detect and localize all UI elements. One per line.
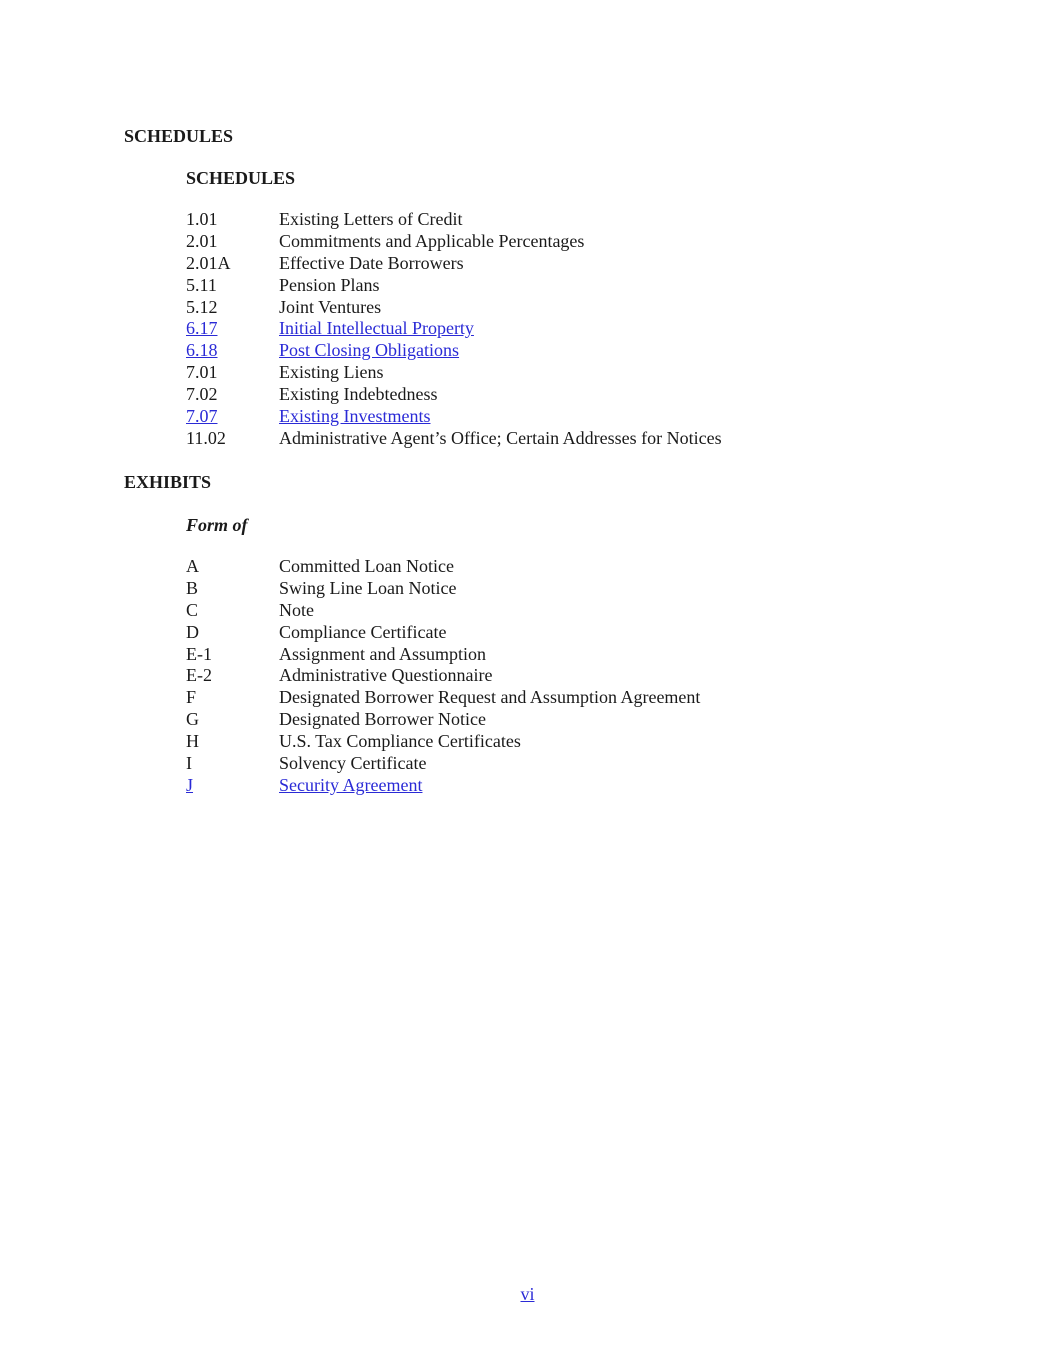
exhibit-title: Designated Borrower Request and Assumption Agreement xyxy=(279,687,701,708)
schedule-title: Joint Ventures xyxy=(279,296,382,317)
schedule-title: Pension Plans xyxy=(279,274,380,295)
exhibit-title: Solvency Certificate xyxy=(279,753,427,774)
schedule-number[interactable]: 6.18 xyxy=(186,340,218,361)
schedule-title: Existing Letters of Credit xyxy=(279,209,463,229)
schedule-title: Effective Date Borrowers xyxy=(279,252,464,273)
page-number[interactable] xyxy=(0,1283,1055,1305)
schedule-title: Existing Liens xyxy=(279,362,384,383)
page-number-link[interactable]: vi xyxy=(520,1284,535,1304)
exhibit-number: C xyxy=(186,599,199,620)
exhibit-number: D xyxy=(186,621,199,642)
schedule-title[interactable]: Post Closing Obligations xyxy=(279,340,460,361)
exhibit-number: I xyxy=(186,753,192,774)
exhibit-number[interactable]: J xyxy=(186,774,194,795)
schedule-number: 5.12 xyxy=(186,296,218,317)
exhibit-number: E-1 xyxy=(186,643,212,664)
schedule-title: Administrative Agent’s Office; Certain Addresses for Notices xyxy=(279,427,722,448)
schedules-heading: SCHEDULES xyxy=(124,126,234,146)
exhibit-title: Administrative Questionnaire xyxy=(279,665,493,686)
exhibit-title: Swing Line Loan Notice xyxy=(279,577,457,598)
schedule-number: 2.01A xyxy=(186,252,231,273)
exhibit-number: F xyxy=(186,687,197,708)
exhibit-number: E-2 xyxy=(186,665,212,686)
schedule-number: 7.02 xyxy=(186,384,218,405)
exhibit-title: Designated Borrower Notice xyxy=(279,709,486,730)
schedule-title[interactable]: Initial Intellectual Property xyxy=(279,318,474,339)
schedule-number: 11.02 xyxy=(186,427,226,448)
exhibit-title: Note xyxy=(279,599,314,620)
schedule-number: 5.11 xyxy=(186,274,217,295)
schedule-number[interactable]: 6.17 xyxy=(186,318,218,339)
exhibit-number: A xyxy=(186,556,199,576)
schedule-number: 7.01 xyxy=(186,362,218,383)
schedule-title: Commitments and Applicable Percentages xyxy=(279,230,585,251)
exhibit-number: G xyxy=(186,709,199,730)
exhibit-title[interactable]: Security Agreement xyxy=(279,774,423,795)
schedules-subheading: SCHEDULES xyxy=(186,168,296,188)
exhibits-subheading: Form of xyxy=(186,515,248,535)
exhibit-title: U.S. Tax Compliance Certificates xyxy=(279,731,521,752)
exhibit-title: Compliance Certificate xyxy=(279,621,447,642)
exhibit-title: Committed Loan Notice xyxy=(279,556,454,576)
schedule-number[interactable]: 7.07 xyxy=(186,406,218,427)
exhibit-number: B xyxy=(186,577,199,598)
exhibits-heading: EXHIBITS xyxy=(124,472,212,492)
schedule-number: 2.01 xyxy=(186,230,218,251)
exhibit-title: Assignment and Assumption xyxy=(279,643,487,664)
schedule-number: 1.01 xyxy=(186,209,218,229)
schedule-title[interactable]: Existing Investments xyxy=(279,406,431,427)
schedule-title: Existing Indebtedness xyxy=(279,384,438,405)
exhibit-number: H xyxy=(186,731,199,752)
